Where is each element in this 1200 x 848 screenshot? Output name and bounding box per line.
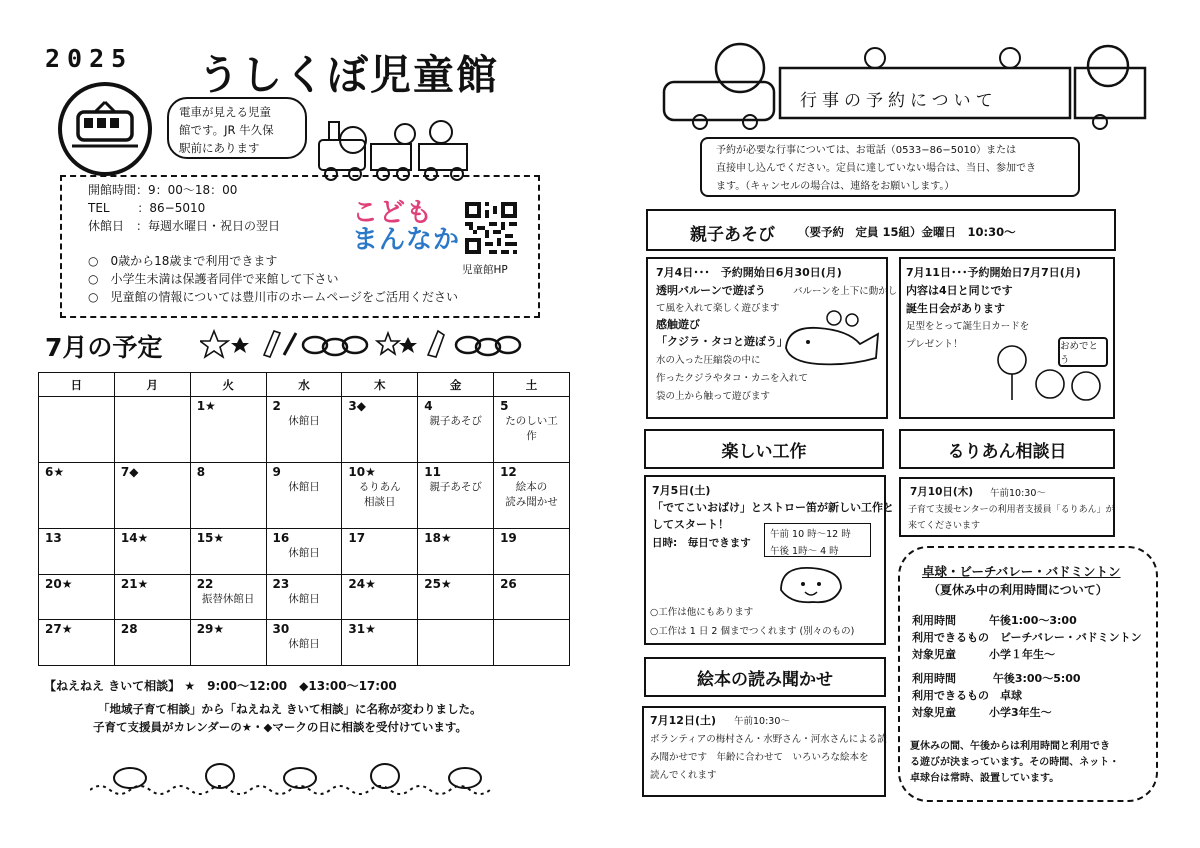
calendar-day-cell — [114, 463, 190, 529]
day-number: 14★ — [120, 530, 149, 545]
sports-line: 対象児童 小学１年生～ — [912, 648, 1055, 661]
sports-line: 利用できるもの 卓球 — [912, 689, 1022, 702]
day-event: 振替休館日 — [201, 592, 255, 605]
qr-label: 児童館HP — [462, 264, 508, 276]
oyako-left-line: 透明バルーンで遊ぼう — [656, 284, 766, 297]
oyako-left-line: 袋の上から触って遊びます — [656, 391, 771, 402]
day-number: 18★ — [424, 530, 452, 545]
day-number: 10★ — [348, 465, 376, 480]
calendar-day-cell — [494, 397, 570, 463]
qr-code-icon[interactable] — [465, 202, 517, 254]
info-note: ○ 0歳から18歳まで利用できます — [88, 254, 278, 268]
ruri-date: 7月10日(木) — [910, 486, 974, 498]
ruri-line: 来てくださいます — [908, 521, 981, 531]
picture-book-line: 読んでくれます — [650, 770, 717, 781]
calendar-day-cell — [494, 620, 570, 666]
calendar-day-cell — [114, 620, 190, 666]
weekday-header: 日 — [39, 373, 115, 397]
whale-octopus-illustration-icon — [778, 308, 884, 372]
calendar-week-row — [39, 528, 570, 574]
calendar-table — [38, 372, 570, 666]
bubble-line: 電車が見える児童 — [179, 105, 271, 119]
craft-line: 「でてこいおばけ」とストロー笛が新しい工作と — [652, 501, 894, 514]
picture-book-line: ボランティアの梅村さん・水野さん・河水さんによる読 — [650, 734, 887, 745]
day-event: 休館日 — [288, 415, 320, 428]
bubble-line: 館です。JR 牛久保 — [179, 123, 274, 137]
weekday-header: 水 — [266, 373, 342, 397]
oyako-subtitle: （要予約 定員 15組）金曜日 10:30～ — [798, 225, 1016, 239]
day-event: 読み聞かせ — [505, 496, 558, 509]
calendar-day-cell — [418, 574, 494, 620]
oyako-left-line: バルーンを上下に動かし — [793, 286, 898, 297]
calendar-day-cell — [39, 574, 115, 620]
oyako-right-line: 誕生日会があります — [906, 302, 1005, 315]
oyako-left-line: 感触遊び — [656, 318, 700, 331]
craft-time: 午後 1時～ 4 時 — [770, 546, 839, 557]
sports-line: 夏休みの間、午後からは利用時間と利用でき — [910, 741, 1110, 752]
calendar-day-cell — [342, 463, 418, 529]
kodomo-mannaka-logo — [352, 200, 460, 254]
day-number: 23 — [272, 576, 290, 591]
sports-line: る遊びが決まっています。その時間、ネット・ — [910, 757, 1120, 768]
calendar-day-cell — [418, 463, 494, 529]
craft-note: ○工作は他にもあります — [650, 607, 754, 618]
craft-line: 日時: 毎日できます — [652, 537, 751, 549]
congrats-sign: おめでとう — [1058, 337, 1108, 367]
day-number: 8 — [196, 465, 206, 480]
picture-book-line: み聞かせです 年齢に合わせて いろいろな絵本を — [650, 752, 869, 763]
craft-time: 午前 10 時～12 時 — [770, 529, 851, 540]
day-number: 25★ — [424, 576, 452, 591]
speech-bubble — [167, 97, 307, 159]
reservation-text: 直接申し込んでください。定員に達していない場合は、当日、参加でき — [716, 163, 1036, 174]
opening-hours: 開館時間：9：00～18：00 — [88, 183, 238, 197]
weekday-header: 火 — [190, 373, 266, 397]
sports-line: 利用時間 午後1:00～3:00 — [912, 614, 1077, 627]
day-event: 休館日 — [288, 546, 320, 559]
day-number: 6★ — [45, 465, 65, 480]
page-title: うしくぼ児童館 — [198, 51, 499, 99]
day-number: 12 — [500, 465, 517, 480]
day-number: 31★ — [348, 622, 376, 637]
day-number: 19 — [500, 530, 517, 545]
weekday-header: 土 — [494, 373, 570, 397]
calendar-day-cell — [266, 463, 342, 529]
info-note: ○ 児童館の情報については豊川市のホームページをご活用ください — [88, 290, 458, 304]
calendar-day-cell — [266, 574, 342, 620]
calendar-day-cell — [494, 528, 570, 574]
day-event: るりあん — [358, 481, 401, 494]
oyako-left-line: 「クジラ・タコと遊ぼう」 — [656, 335, 788, 348]
day-number: 21★ — [120, 576, 149, 591]
calendar-day-cell — [418, 397, 494, 463]
day-number: 13 — [45, 530, 62, 545]
calendar-day-cell — [190, 397, 266, 463]
ghost-illustration-icon — [775, 560, 855, 612]
info-note: ○ 小学生未満は保護者同伴で来館して下さい — [88, 272, 339, 286]
oyako-left-date: 7月4日･･･ 予約開始日6月30日(月) — [656, 266, 842, 279]
calendar-day-cell — [266, 397, 342, 463]
reservation-title: 行事の予約について — [800, 91, 998, 111]
day-number: 9 — [272, 465, 281, 480]
craft-line: してスタート！ — [652, 518, 729, 531]
calendar-day-cell — [190, 463, 266, 529]
closed-days: 休館日 ：毎週水曜日・祝日の翌日 — [88, 219, 281, 233]
kodomo-line: まんなか — [352, 225, 461, 255]
day-number: 26 — [500, 576, 517, 591]
day-event: 親子あそび — [429, 415, 482, 428]
calendar-day-cell — [190, 620, 266, 666]
day-event: 休館日 — [288, 638, 320, 651]
day-number: 11 — [424, 465, 441, 480]
calendar-day-cell — [266, 528, 342, 574]
train-logo-icon — [58, 82, 152, 176]
day-event: たのしい工作 — [505, 415, 558, 443]
picture-book-title: 絵本の読み聞かせ — [697, 669, 833, 690]
craft-date: 7月5日(土) — [652, 484, 711, 497]
day-number: 15★ — [196, 530, 225, 545]
calendar-day-cell — [342, 574, 418, 620]
calendar-day-cell — [39, 528, 115, 574]
sports-line: 卓球台は常時、設置しています。 — [910, 773, 1060, 784]
ruri-time: 午前10:30～ — [990, 488, 1046, 499]
reservation-text: ます。（キャンセルの場合は、連絡をお願いします。） — [716, 181, 955, 192]
calendar-day-cell — [190, 528, 266, 574]
oyako-title: 親子あそび — [690, 225, 775, 245]
oyako-right-line: プレゼント！ — [906, 339, 963, 350]
decorative-stars-chain-icon — [200, 325, 530, 367]
oyako-left-line: て風を入れて楽しく遊びます — [656, 303, 780, 314]
calendar-day-cell — [342, 528, 418, 574]
day-number: 17 — [348, 530, 366, 545]
legend-note: 子育て支援員がカレンダーの★・◆マークの日に相談を受付けています。 — [93, 720, 467, 734]
calendar-week-row — [39, 620, 570, 666]
oyako-right-line: 内容は4日と同じです — [906, 284, 1013, 297]
calendar-day-cell — [342, 620, 418, 666]
legend-note: 「地域子育て相談」から「ねえねえ きいて相談」に名称が変わりました。 — [98, 702, 482, 716]
day-event: 休館日 — [288, 592, 320, 605]
calendar-day-cell — [418, 528, 494, 574]
calendar-day-cell — [114, 574, 190, 620]
bubble-line: 駅前にあります — [179, 141, 260, 155]
day-number: 24★ — [348, 576, 376, 591]
calendar-week-row — [39, 574, 570, 620]
craft-note: ○工作は 1 日 2 個までつくれます (別々のもの) — [650, 626, 855, 637]
day-event: 休館日 — [288, 481, 320, 494]
sports-subtitle: （夏休み中の利用時間について） — [928, 583, 1108, 597]
craft-title: 楽しい工作 — [721, 441, 807, 462]
weekday-header: 木 — [342, 373, 418, 397]
year: 2025 — [45, 44, 134, 73]
day-number: 2 — [272, 399, 281, 414]
oyako-left-line: 水の入った圧縮袋の中に — [656, 355, 761, 366]
day-number: 1★ — [196, 399, 216, 414]
ruri-header — [899, 429, 1115, 469]
day-number: 29★ — [196, 622, 225, 637]
sports-line: 利用時間 午後3:00～5:00 — [912, 672, 1081, 685]
reservation-text: 予約が必要な行事については、お電話（0533−86−5010）または — [716, 145, 1017, 156]
day-number: 20★ — [45, 576, 73, 591]
children-illustration-icon — [990, 334, 1110, 416]
craft-header — [644, 429, 884, 469]
day-number: 5 — [500, 399, 509, 414]
calendar-day-cell — [39, 397, 115, 463]
decorative-crabs-shells-icon — [90, 760, 510, 804]
consultation-legend: 【ねえねえ きいて相談】 ★ 9:00～12:00 ◆13:00～17:00 — [44, 679, 397, 693]
kodomo-line: こども — [352, 198, 434, 228]
ruri-line: 子育て支援センターの利用者支援員「るりあん」が — [908, 505, 1115, 515]
calendar-week-row — [39, 463, 570, 529]
calendar-week-row — [39, 397, 570, 463]
calendar-day-cell — [190, 574, 266, 620]
day-number: 7◆ — [120, 465, 139, 480]
picture-book-time: 午前10:30～ — [734, 716, 790, 727]
schedule-title: 7月の予定 — [45, 333, 163, 362]
sports-line: 対象児童 小学3年生～ — [912, 706, 1052, 719]
oyako-right-date: 7月11日･･･予約開始日7月7日(月) — [906, 266, 1081, 279]
calendar-day-cell — [266, 620, 342, 666]
picture-book-header — [644, 657, 886, 697]
calendar-day-cell — [114, 397, 190, 463]
day-number: 16 — [272, 530, 290, 545]
weekday-header: 金 — [418, 373, 494, 397]
calendar-day-cell — [39, 620, 115, 666]
day-number: 22 — [196, 576, 214, 591]
calendar-day-cell — [494, 574, 570, 620]
day-event: 相談日 — [364, 496, 396, 509]
sports-title: 卓球・ビーチバレー・バドミントン — [922, 564, 1121, 579]
day-number: 3◆ — [348, 399, 366, 414]
telephone: TEL ：86−5010 — [88, 201, 206, 215]
day-number: 28 — [120, 622, 138, 637]
day-event: 親子あそび — [429, 481, 482, 494]
weekday-header: 月 — [114, 373, 190, 397]
calendar-day-cell — [114, 528, 190, 574]
day-number: 4 — [424, 399, 433, 414]
ruri-title: るりあん相談日 — [947, 441, 1067, 462]
calendar-day-cell — [418, 620, 494, 666]
sports-line: 利用できるもの ビーチバレー・バドミントン — [912, 631, 1142, 644]
oyako-right-line: 足型をとって誕生日カードを — [906, 321, 1030, 332]
day-number: 30 — [272, 622, 290, 637]
calendar-body — [39, 397, 570, 666]
picture-book-date: 7月12日(土) — [650, 714, 717, 727]
calendar-day-cell — [342, 397, 418, 463]
calendar-day-cell — [39, 463, 115, 529]
day-number: 27★ — [45, 622, 73, 637]
oyako-left-line: 作ったクジラやタコ・カニを入れて — [656, 373, 809, 384]
day-event: 絵本の — [515, 481, 548, 494]
calendar-day-cell — [494, 463, 570, 529]
